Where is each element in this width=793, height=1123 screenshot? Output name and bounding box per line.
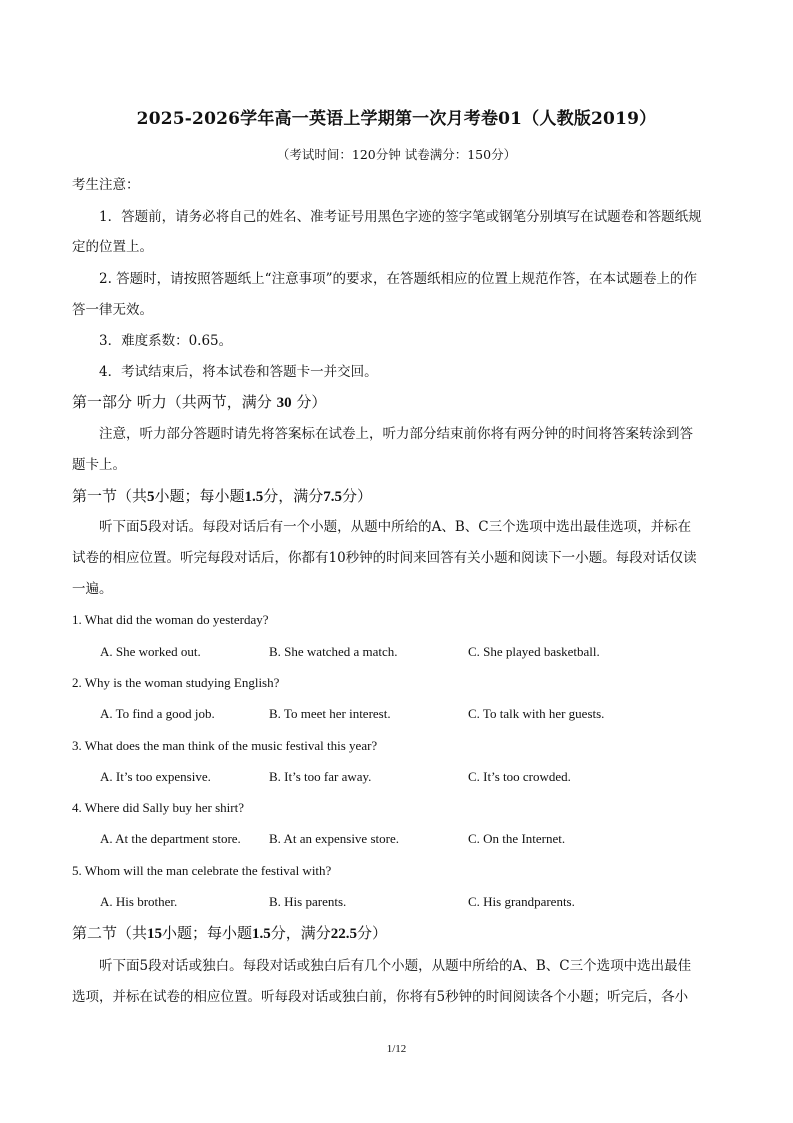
part1-note-line-1: 注意，听力部分答题时请先将答案标在试卷上，听力部分结束前你将有两分钟的时间将答案转涂到答 <box>99 426 693 442</box>
part1-heading-score: 30 <box>276 395 292 411</box>
notice-heading: 考生注意： <box>72 177 140 193</box>
part1-note-line-2: 题卡上。 <box>72 457 126 473</box>
question-1-option-c: C. She played basketball. <box>468 644 600 659</box>
question-4-option-a: A. At the department store. <box>100 831 241 846</box>
question-4-option-b: B. At an expensive store. <box>269 831 399 846</box>
notice-item-4: 4．考试结束后，将本试卷和答题卡一并交回。 <box>99 364 378 380</box>
page-title: 2025-2026学年高一英语上学期第一次月考卷01（人教版2019） <box>136 109 657 129</box>
question-1-stem: 1. What did the woman do yesterday? <box>72 612 269 627</box>
question-2-option-c: C. To talk with her guests. <box>468 706 605 721</box>
question-1-option-b: B. She watched a match. <box>269 644 398 659</box>
section1-instructions-line-2: 试卷的相应位置。听完每段对话后，你都有10秒钟的时间来回答有关小题和阅读下一小题。每段对话仅读 <box>72 550 697 566</box>
section2-total-score: 22.5 <box>330 926 358 942</box>
question-3-option-b: B. It’s too far away. <box>269 769 372 784</box>
section1-instructions-line-3: 一遍。 <box>72 581 113 597</box>
question-2-stem: 2. Why is the woman studying English? <box>72 675 280 690</box>
question-5-option-c: C. His grandparents. <box>468 894 575 909</box>
section1-heading <box>72 487 723 506</box>
section1-heading-c: 分，满分 <box>263 487 324 505</box>
section2-heading-d: 分） <box>357 924 388 942</box>
page-number: 1/12 <box>386 1043 407 1055</box>
question-4-option-c: C. On the Internet. <box>468 831 566 846</box>
part1-heading-text: 第一部分 听力（共两节，满分 <box>72 393 272 411</box>
question-5-stem: 5. Whom will the man celebrate the festival with? <box>72 863 332 878</box>
question-2-option-a: A. To find a good job. <box>100 706 215 721</box>
section1-heading-d: 分） <box>342 487 373 505</box>
section2-instructions-line-2: 选项，并标在试卷的相应位置。听每段对话或独白前，你将有5秒钟的时间阅读各个小题；听完后，各小 <box>72 989 689 1005</box>
question-5-option-a: A. His brother. <box>100 894 178 909</box>
notice-item-1-line-2: 定的位置上。 <box>72 239 153 255</box>
section2-heading <box>72 924 723 943</box>
section2-heading-b: 小题；每小题 <box>162 924 253 942</box>
section2-instructions-line-1: 听下面5段对话或独白。每段对话或独白后有几个小题，从题中所给的A、B、C三个选项中选出最佳 <box>99 958 692 974</box>
question-3-stem: 3. What does the man think of the music festival this year? <box>72 738 378 753</box>
part1-heading-unit: 分） <box>296 393 327 411</box>
section2-count: 15 <box>147 926 163 942</box>
question-1-option-a: A. She worked out. <box>100 644 201 659</box>
section1-instructions-line-1: 听下面5段对话。每段对话后有一个小题，从题中所给的A、B、C三个选项中选出最佳选项，并标在 <box>99 519 692 535</box>
section1-heading-b: 小题；每小题 <box>154 487 245 505</box>
section1-heading-a: 第一节（共 <box>72 487 148 505</box>
section2-heading-c: 分，满分 <box>270 924 331 942</box>
notice-item-1-line-1: 1．答题前，请务必将自己的姓名、准考证号用黑色字迹的签字笔或钢笔分别填写在试题卷和答题纸规 <box>99 209 702 225</box>
part1-heading <box>72 393 723 412</box>
notice-item-2-line-1: 2. 答题时，请按照答题纸上“注意事项”的要求，在答题纸相应的位置上规范作答，在本试题卷上的作 <box>99 271 697 287</box>
question-2-option-b: B. To meet her interest. <box>269 706 391 721</box>
exam-info: （考试时间：120分钟 试卷满分：150分） <box>276 147 517 162</box>
section2-heading-a: 第二节（共 <box>72 924 148 942</box>
section1-total-score: 7.5 <box>323 489 343 505</box>
section2-per-score: 1.5 <box>252 926 271 942</box>
question-4-stem: 4. Where did Sally buy her shirt? <box>72 800 244 815</box>
question-5-option-b: B. His parents. <box>269 894 347 909</box>
section1-count: 5 <box>147 489 155 505</box>
notice-item-2-line-2: 答一律无效。 <box>72 302 153 318</box>
section1-per-score: 1.5 <box>244 489 264 505</box>
question-3-option-c: C. It’s too crowded. <box>468 769 571 784</box>
notice-item-3: 3．难度系数：0.65。 <box>99 333 233 349</box>
question-3-option-a: A. It’s too expensive. <box>100 769 211 784</box>
